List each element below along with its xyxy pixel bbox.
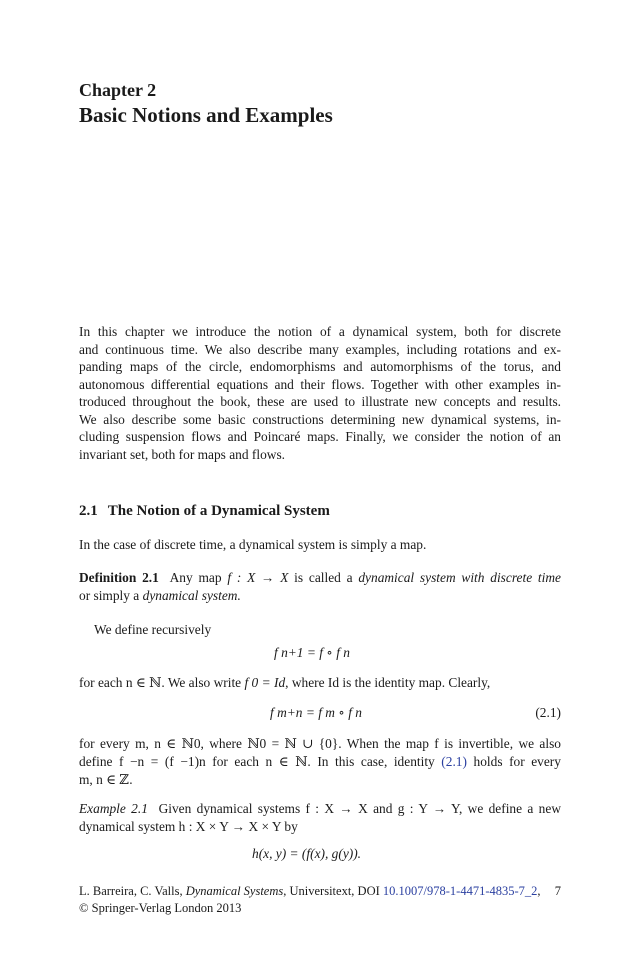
section-title: The Notion of a Dynamical System (107, 503, 330, 519)
page-number: 7 (554, 884, 561, 898)
abstract-line: and continuous time. We also describe many examples, including rotations and ex- (79, 341, 561, 357)
section-heading (79, 503, 330, 520)
definition-term: dynamical system with discrete time (358, 570, 561, 585)
footer-citation: L. Barreira, C. Valls, Dynamical Systems, Universitext, DOI 10.1007/978-1-4471-4835-7_2, 7 (79, 884, 561, 898)
section-number: 2.1 (79, 503, 98, 519)
chapter-label: Chapter 2 (79, 80, 157, 100)
recursion-text: We define recursively (94, 622, 212, 637)
definition-label: Definition 2.1 (79, 570, 159, 585)
definition-map: f : X → X (227, 570, 289, 585)
recursion-line: for each n ∈ ℕ. We also write f 0 = Id, where Id is the identity map. Clearly, (79, 675, 491, 690)
paragraph-line: m, n ∈ ℤ. (79, 772, 133, 787)
chapter-abstract (79, 323, 561, 463)
abstract-line: We also describe some basic constructions determining new dynamical systems, in- (79, 411, 561, 427)
equation-number: (2.1) (535, 705, 561, 720)
equation-reference-link[interactable]: (2.1) (441, 754, 467, 769)
abstract-line: cluding suspension flows and Poincaré maps. Finally, we consider the notion of an (79, 429, 561, 444)
definition-line: or simply a dynamical system. (79, 588, 241, 603)
doi-link[interactable]: 10.1007/978-1-4471-4835-7_2 (382, 884, 538, 898)
copyright-line: © Springer-Verlag London 2013 (79, 901, 242, 915)
abstract-line: In this chapter we introduce the notion of a dynamical system, both for discrete (79, 324, 561, 339)
definition-block (79, 569, 561, 605)
abstract-line: invariant set, both for maps and flows. (79, 446, 286, 462)
definition-term: dynamical system. (142, 588, 241, 603)
chapter-title: Basic Notions and Examples (79, 103, 333, 127)
section-intro: In the case of discrete time, a dynamical system is simply a map. (79, 537, 427, 552)
example-line: Example 2.1 Given dynamical systems f : X → X and g : Y → Y, we define a new (79, 801, 561, 816)
example-equation: h(x, y) = (f(x), g(y)). (252, 846, 362, 861)
identity-map-expression: f 0 = Id (244, 675, 286, 690)
paragraph-line: define f −n = (f −1)n for each n ∈ ℕ. In this case, identity (2.1) holds for every (79, 754, 561, 769)
abstract-line: panding maps of the circle, endomorphisms and automorphisms of the torus, and (79, 359, 561, 374)
page-footer (79, 883, 561, 917)
abstract-line: troduced throughout the book, these are used to illustrate new concepts and results. (79, 394, 561, 409)
example-label: Example 2.1 (79, 801, 148, 816)
paragraph-line: for every m, n ∈ ℕ0, where ℕ0 = ℕ ∪ {0}. When the map f is invertible, we also (79, 736, 561, 751)
example-line: dynamical system h : X × Y → X × Y by (79, 819, 298, 834)
composition-equation: f m+n = f m ∘ f n (270, 705, 362, 720)
recursion-equation: f n+1 = f ∘ f n (274, 645, 350, 660)
definition-line: Definition 2.1 Any map f : X → X is called a dynamical system with discrete time (79, 570, 561, 585)
book-title: Dynamical Systems (185, 884, 284, 898)
abstract-line: autonomous differential equations and their flows. Together with other examples in- (79, 376, 561, 392)
example-block (79, 800, 561, 836)
invertible-paragraph (79, 735, 561, 789)
